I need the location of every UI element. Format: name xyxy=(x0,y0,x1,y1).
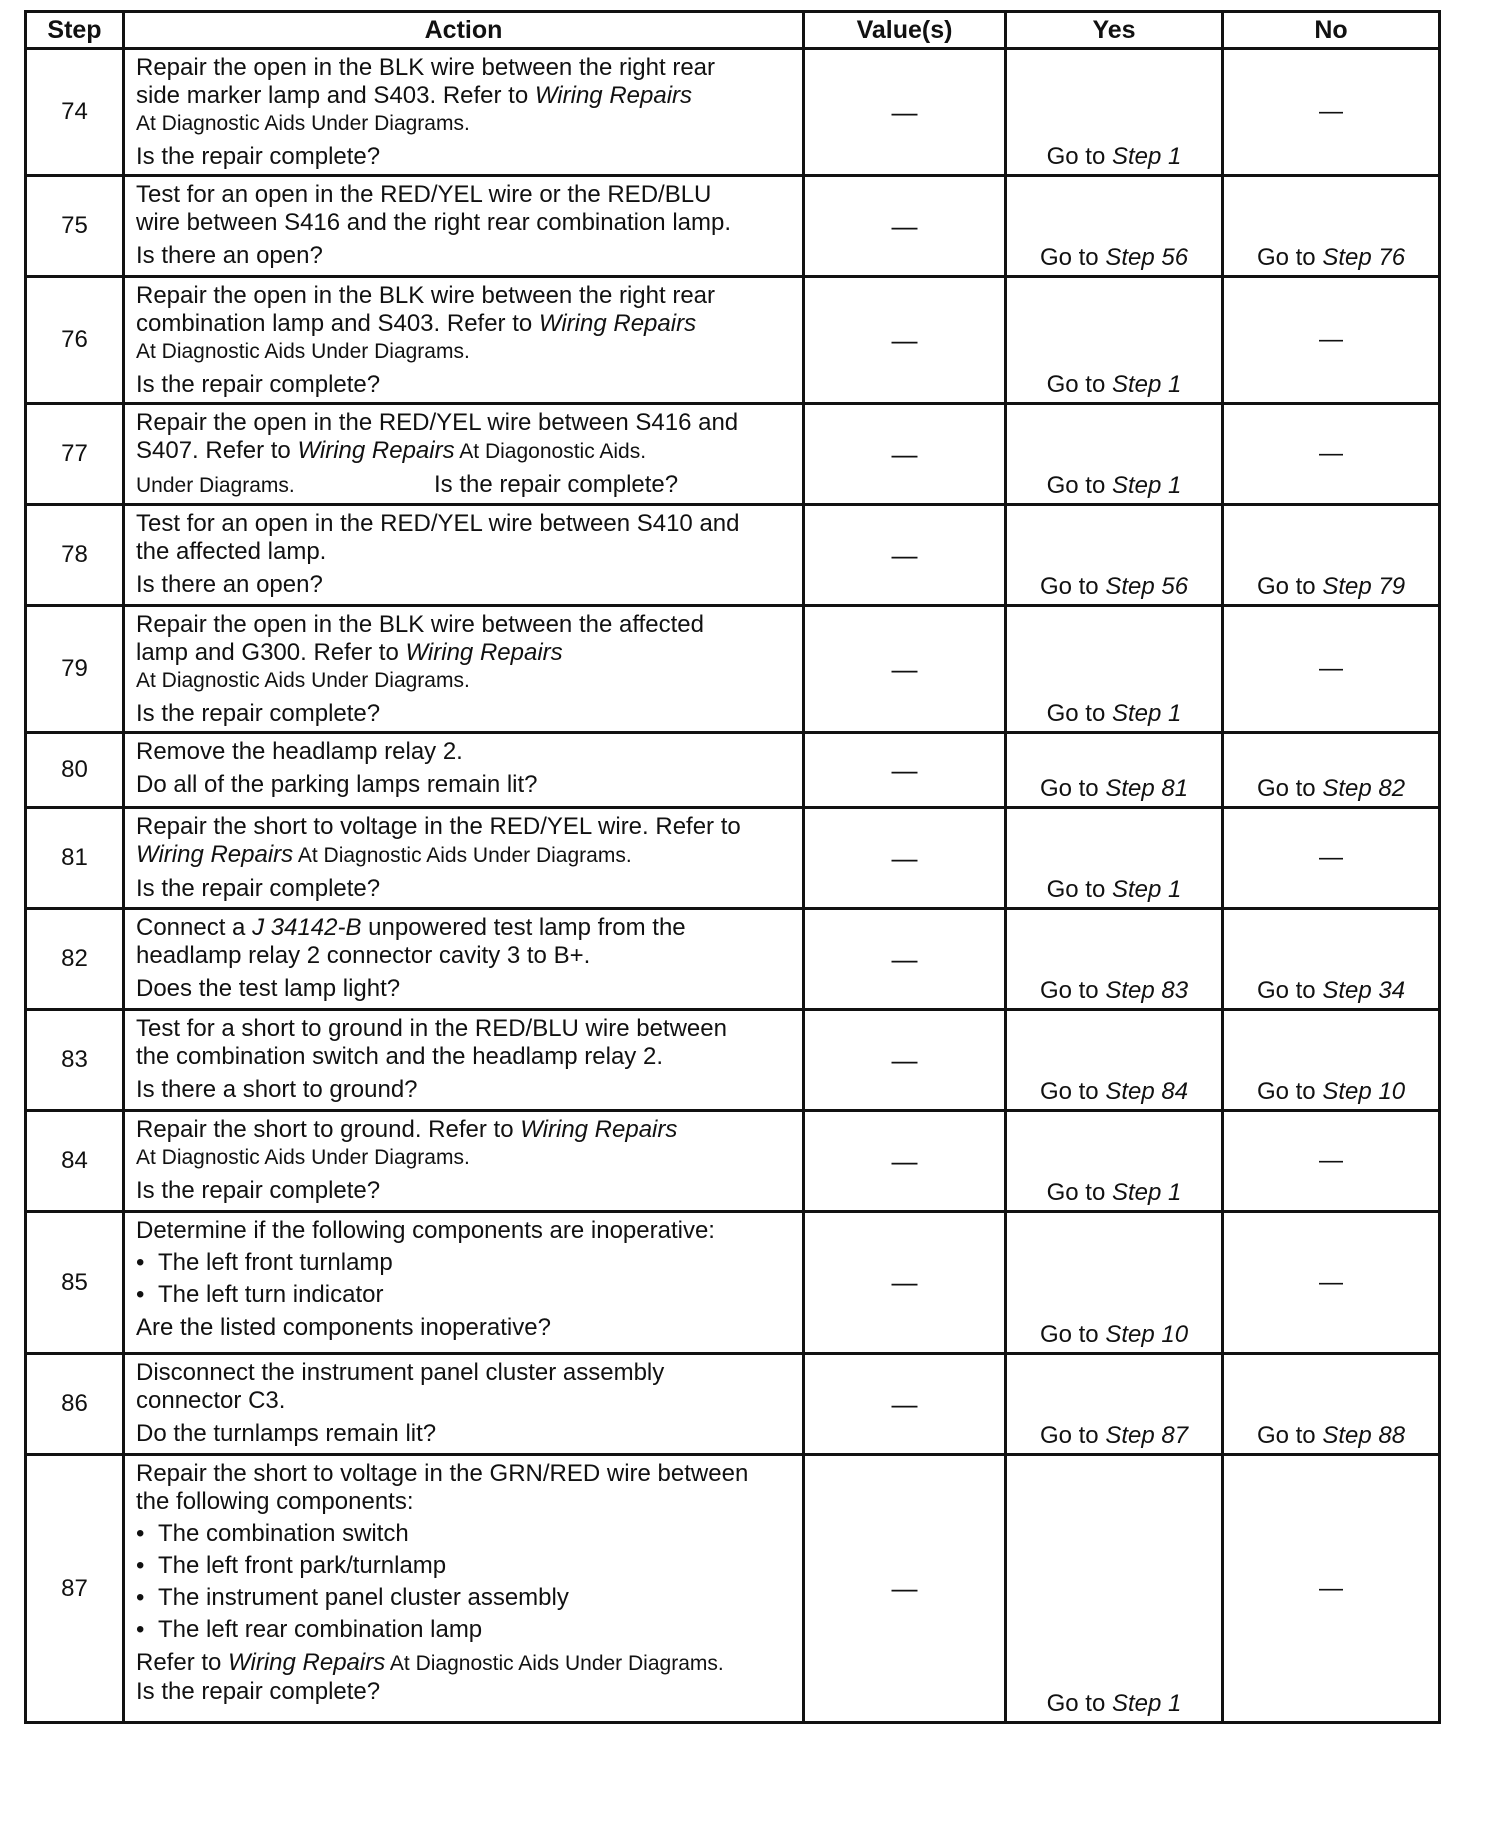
no-cell: Go to Step 34 xyxy=(1223,909,1440,1010)
no-cell: Go to Step 82 xyxy=(1223,733,1440,808)
table-header-row xyxy=(26,12,1440,49)
reference-link: Wiring Repairs xyxy=(520,1116,678,1143)
yes-cell: Go to Step 1 xyxy=(1006,277,1223,404)
bullet-item: • The combination switch xyxy=(136,1520,796,1548)
action-cell: Repair the short to voltage in the RED/YEL wire. Refer to Wiring Repairs At Diagnostic Aids Under Diagrams. Is the repair complete? xyxy=(124,808,804,909)
question: Are the listed components inoperative? xyxy=(136,1314,551,1341)
table-row xyxy=(26,505,1440,606)
question: Is there an open? xyxy=(136,571,323,598)
no-cell: — xyxy=(1223,606,1440,733)
question: Is the repair complete? xyxy=(136,371,381,398)
question: Is the repair complete? xyxy=(136,1177,381,1204)
no-cell: Go to Step 79 xyxy=(1223,505,1440,606)
action-cell: Test for a short to ground in the RED/BLU wire between the combination switch and the headlamp relay 2. Is there a short to ground? xyxy=(124,1010,804,1111)
step-number: 80 xyxy=(26,733,124,808)
step-number: 77 xyxy=(26,404,124,505)
bullet-item: • The instrument panel cluster assembly xyxy=(136,1584,796,1612)
value-cell: — xyxy=(804,49,1006,176)
value-cell: — xyxy=(804,808,1006,909)
value-cell: — xyxy=(804,909,1006,1010)
question: Is the repair complete? xyxy=(136,700,381,727)
table-row xyxy=(26,1212,1440,1354)
table-row xyxy=(26,733,1440,808)
yes-cell: Go to Step 56 xyxy=(1006,505,1223,606)
no-cell: — xyxy=(1223,1111,1440,1212)
step-number: 82 xyxy=(26,909,124,1010)
table-row xyxy=(26,1010,1440,1111)
diagnostic-table xyxy=(24,10,1441,1724)
question: Is there a short to ground? xyxy=(136,1076,418,1103)
no-cell: — xyxy=(1223,1212,1440,1354)
value-cell: — xyxy=(804,1111,1006,1212)
value-cell: — xyxy=(804,606,1006,733)
action-cell: Repair the open in the BLK wire between the affected lamp and G300. Refer to Wiring Repairs At Diagnostic Aids Under Diagrams. Is the repair complete? xyxy=(124,606,804,733)
table-row xyxy=(26,49,1440,176)
header-action: Action xyxy=(124,12,804,49)
no-cell: — xyxy=(1223,1455,1440,1723)
no-cell: Go to Step 10 xyxy=(1223,1010,1440,1111)
value-cell: — xyxy=(804,733,1006,808)
table-row xyxy=(26,606,1440,733)
question: Is there an open? xyxy=(136,242,323,269)
value-cell: — xyxy=(804,1212,1006,1354)
yes-cell: Go to Step 1 xyxy=(1006,404,1223,505)
yes-cell: Go to Step 1 xyxy=(1006,606,1223,733)
action-cell: Repair the open in the RED/YEL wire between S416 and S407. Refer to Wiring Repairs At Diagonostic Aids. Under Diagrams. Is the repair complete? xyxy=(124,404,804,505)
table-row xyxy=(26,1354,1440,1455)
action-cell: Determine if the following components are inoperative: • The left front turnlamp • The left turn indicator Are the listed components inoperative? xyxy=(124,1212,804,1354)
step-number: 78 xyxy=(26,505,124,606)
question: Do the turnlamps remain lit? xyxy=(136,1420,437,1447)
action-cell: Test for an open in the RED/YEL wire or the RED/BLU wire between S416 and the right rear combination lamp. Is there an open? xyxy=(124,176,804,277)
reference-link: Wiring Repairs xyxy=(405,639,563,666)
action-cell: Repair the short to voltage in the GRN/RED wire between the following components: • The combination switch • The left front park/turnlamp • The instrument panel cluster assembly • The left rear combination lamp Refer to Wiring Repairs At Diagnostic Aids Under Diagrams. Is the repair complete? xyxy=(124,1455,804,1723)
yes-cell: Go to Step 81 xyxy=(1006,733,1223,808)
value-cell: — xyxy=(804,277,1006,404)
yes-cell: Go to Step 84 xyxy=(1006,1010,1223,1111)
table-row xyxy=(26,176,1440,277)
action-cell: Repair the short to ground. Refer to Wiring Repairs At Diagnostic Aids Under Diagrams. Is the repair complete? xyxy=(124,1111,804,1212)
value-cell: — xyxy=(804,505,1006,606)
value-cell: — xyxy=(804,176,1006,277)
tool-reference: J 34142-B xyxy=(252,914,362,941)
yes-cell: Go to Step 1 xyxy=(1006,1111,1223,1212)
step-number: 74 xyxy=(26,49,124,176)
reference-link: Wiring Repairs xyxy=(297,437,455,464)
value-cell: — xyxy=(804,1455,1006,1723)
action-cell: Test for an open in the RED/YEL wire between S410 and the affected lamp. Is there an open? xyxy=(124,505,804,606)
no-cell: — xyxy=(1223,808,1440,909)
question: Is the repair complete? xyxy=(136,1678,381,1705)
table-row xyxy=(26,1455,1440,1723)
question: Does the test lamp light? xyxy=(136,975,401,1002)
action-cell: Disconnect the instrument panel cluster assembly connector C3. Do the turnlamps remain lit? xyxy=(124,1354,804,1455)
value-cell: — xyxy=(804,1354,1006,1455)
step-number: 75 xyxy=(26,176,124,277)
yes-cell: Go to Step 1 xyxy=(1006,808,1223,909)
step-number: 79 xyxy=(26,606,124,733)
header-step: Step xyxy=(26,12,124,49)
bullet-item: • The left front turnlamp xyxy=(136,1249,796,1277)
no-cell: — xyxy=(1223,49,1440,176)
table-row xyxy=(26,1111,1440,1212)
header-values: Value(s) xyxy=(804,12,1006,49)
action-cell: Connect a J 34142-B unpowered test lamp from the headlamp relay 2 connector cavity 3 to B+. Does the test lamp light? xyxy=(124,909,804,1010)
step-number: 86 xyxy=(26,1354,124,1455)
step-number: 81 xyxy=(26,808,124,909)
bullet-item: • The left rear combination lamp xyxy=(136,1616,796,1644)
reference-link: Wiring Repairs xyxy=(534,82,693,109)
action-cell: Repair the open in the BLK wire between the right rear side marker lamp and S403. Refer to Wiring Repairs At Diagnostic Aids Under Diagrams. Is the repair complete? xyxy=(124,49,804,176)
question: Is the repair complete? xyxy=(434,471,679,498)
question: Is the repair complete? xyxy=(136,875,381,902)
no-cell: Go to Step 76 xyxy=(1223,176,1440,277)
action-cell: Remove the headlamp relay 2. Do all of the parking lamps remain lit? xyxy=(124,733,804,808)
reference-link: Wiring Repairs xyxy=(228,1649,386,1676)
no-cell: Go to Step 88 xyxy=(1223,1354,1440,1455)
header-yes: Yes xyxy=(1006,12,1223,49)
question: Is the repair complete? xyxy=(136,143,381,170)
value-cell: — xyxy=(804,1010,1006,1111)
step-number: 84 xyxy=(26,1111,124,1212)
table-row xyxy=(26,909,1440,1010)
no-cell: — xyxy=(1223,404,1440,505)
table-row xyxy=(26,404,1440,505)
yes-cell: Go to Step 87 xyxy=(1006,1354,1223,1455)
reference-link: Wiring Repairs xyxy=(538,310,697,337)
action-cell: Repair the open in the BLK wire between the right rear combination lamp and S403. Refer to Wiring Repairs At Diagnostic Aids Under Diagrams. Is the repair complete? xyxy=(124,277,804,404)
value-cell: — xyxy=(804,404,1006,505)
step-number: 76 xyxy=(26,277,124,404)
step-number: 87 xyxy=(26,1455,124,1723)
yes-cell: Go to Step 10 xyxy=(1006,1212,1223,1354)
reference-link: Wiring Repairs xyxy=(136,841,294,868)
step-number: 85 xyxy=(26,1212,124,1354)
question: Do all of the parking lamps remain lit? xyxy=(136,771,538,798)
yes-cell: Go to Step 83 xyxy=(1006,909,1223,1010)
yes-cell: Go to Step 1 xyxy=(1006,49,1223,176)
no-cell: — xyxy=(1223,277,1440,404)
bullet-item: • The left front park/turnlamp xyxy=(136,1552,796,1580)
table-row xyxy=(26,808,1440,909)
header-no: No xyxy=(1223,12,1440,49)
yes-cell: Go to Step 56 xyxy=(1006,176,1223,277)
table-row xyxy=(26,277,1440,404)
bullet-item: • The left turn indicator xyxy=(136,1281,796,1309)
step-number: 83 xyxy=(26,1010,124,1111)
yes-cell: Go to Step 1 xyxy=(1006,1455,1223,1723)
